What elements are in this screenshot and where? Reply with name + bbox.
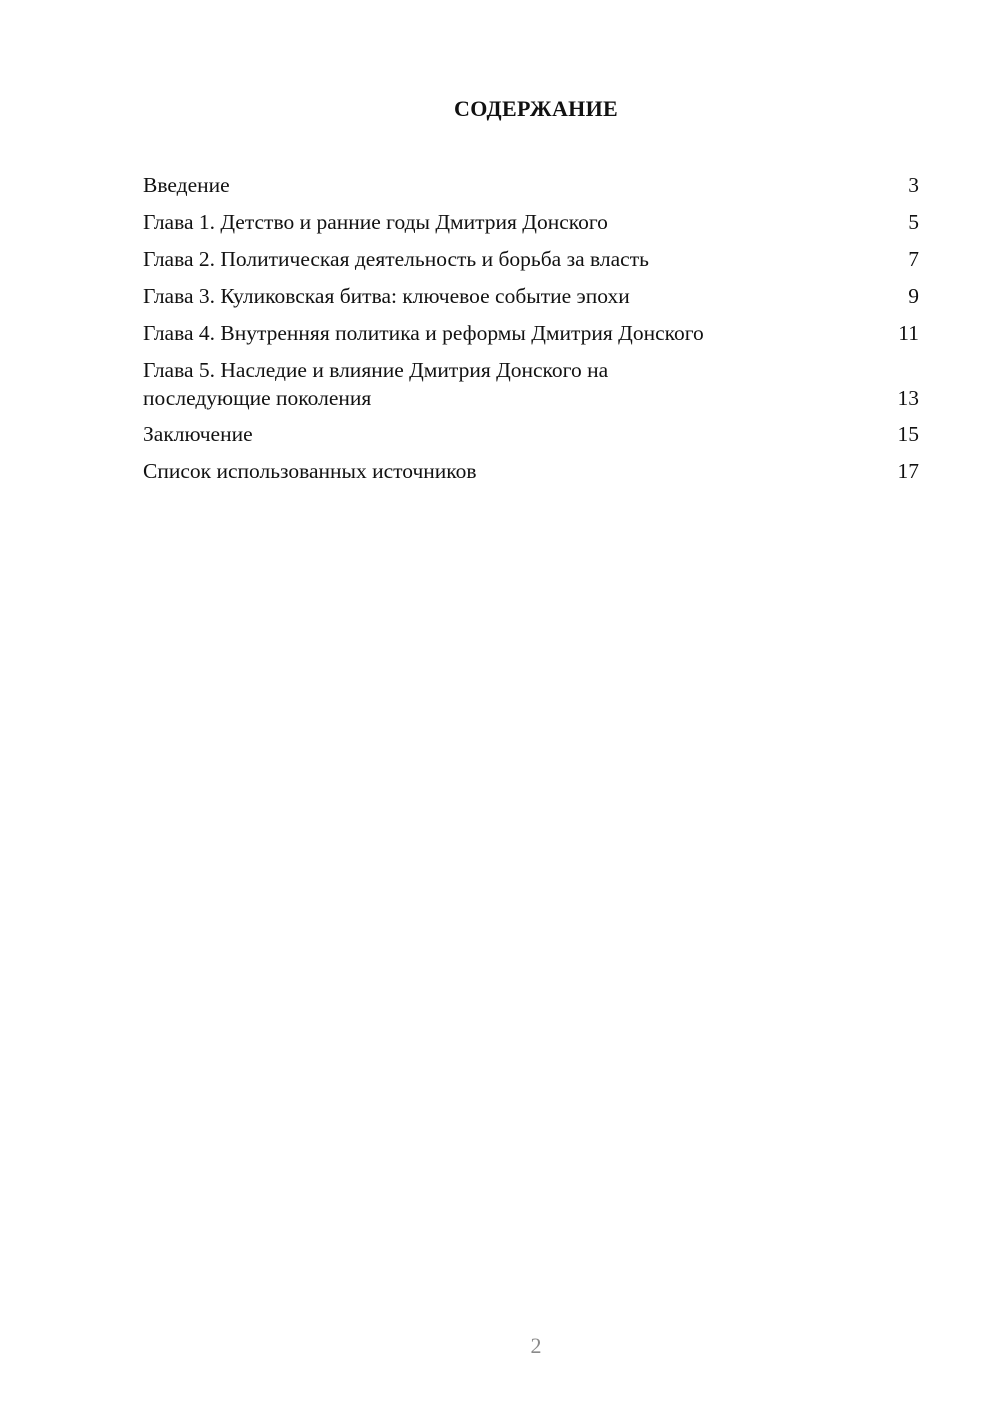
toc-item-label: Глава 2. Политическая деятельность и борьба за власть (143, 247, 649, 271)
toc-item-chapter-4[interactable] (143, 319, 919, 347)
toc-item-page: 15 (897, 422, 919, 446)
toc-item-page: 5 (908, 210, 919, 234)
toc-item-label: Глава 3. Куликовская битва: ключевое событие эпохи (143, 284, 630, 308)
toc-item-page: 13 (897, 386, 919, 410)
toc-item-chapter-3[interactable] (143, 282, 919, 310)
toc-item-label: Глава 1. Детство и ранние годы Дмитрия Донского (143, 210, 608, 234)
toc-item-introduction[interactable] (143, 171, 919, 199)
toc-item-page: 17 (897, 459, 919, 483)
toc-item-label: Список использованных источников (143, 459, 477, 483)
toc-title: СОДЕРЖАНИЕ (454, 96, 618, 121)
toc-item-label: Глава 4. Внутренняя политика и реформы Дмитрия Донского (143, 321, 704, 345)
toc-item-page: 9 (908, 284, 919, 308)
toc-item-sources[interactable] (143, 457, 919, 485)
toc-item-chapter-5[interactable] (143, 356, 919, 412)
toc-item-page: 11 (898, 321, 919, 345)
page-number: 2 (530, 1333, 542, 1358)
toc-item-conclusion[interactable] (143, 420, 919, 448)
toc-item-label: Глава 5. Наследие и влияние Дмитрия Донского на последующие поколения (143, 358, 609, 410)
toc-list (143, 171, 919, 494)
toc-item-page: 3 (908, 173, 919, 197)
toc-item-page: 7 (908, 247, 919, 271)
toc-item-chapter-2[interactable] (143, 245, 919, 273)
toc-item-label: Введение (143, 173, 230, 197)
toc-item-label: Заключение (143, 422, 253, 446)
toc-item-chapter-1[interactable] (143, 208, 919, 236)
